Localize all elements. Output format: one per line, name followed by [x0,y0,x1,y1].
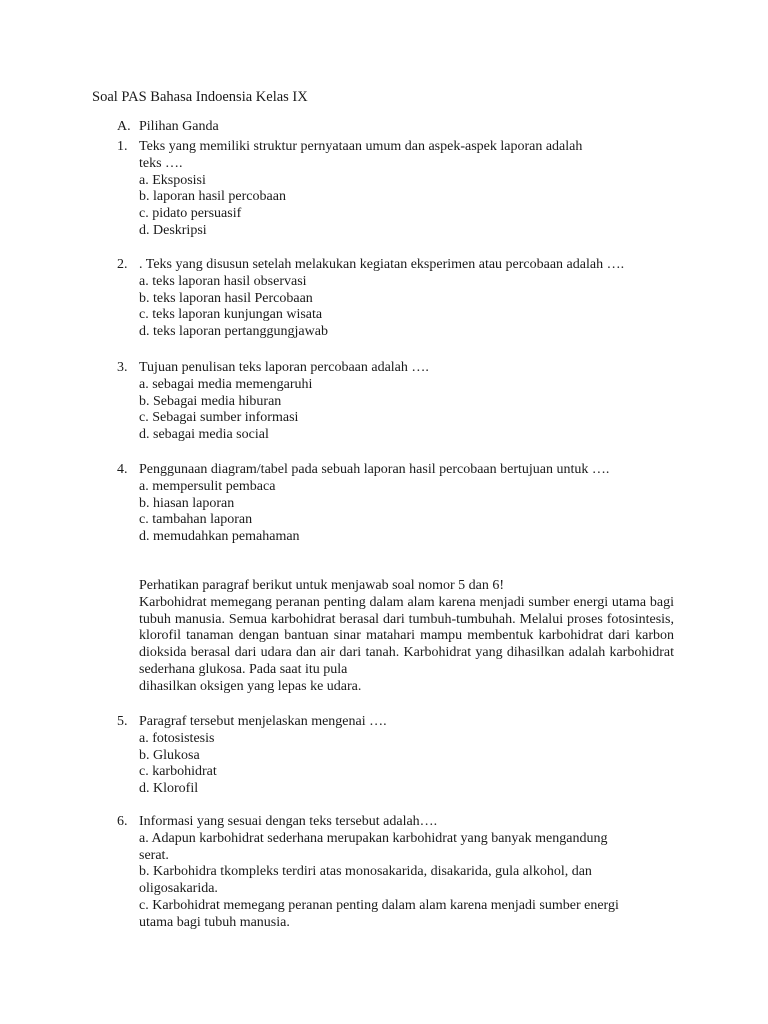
question-stem: Teks yang memiliki struktur pernyataan umum dan aspek-aspek laporan adalah [139,139,583,154]
option-c: c. tambahan laporan [139,512,253,528]
option-b: b. hiasan laporan [139,495,235,511]
document-title: Soal PAS Bahasa Indoensia Kelas IX [92,89,308,105]
question-6 [117,814,677,932]
section-letter: A. [117,119,131,134]
question-stem: . Teks yang disusun setelah melakukan kegiatan eksperimen atau percobaan adalah …. [139,257,625,272]
option-a: a. teks laporan hasil observasi [139,273,307,289]
option-a: a. mempersulit pembaca [139,478,276,494]
option-b: b. Karbohidra tkompleks terdiri atas monosakarida, disakarida, gula alkohol, dan [139,864,592,880]
question-stem: Paragraf tersebut menjelaskan mengenai …. [139,714,387,729]
question-stem: Penggunaan diagram/tabel pada sebuah laporan hasil percobaan bertujuan untuk …. [139,462,610,477]
question-number: 3. [117,360,128,375]
option-a: a. fotosistesis [139,730,215,746]
option-d: d. Klorofil [139,781,199,797]
option-c: c. teks laporan kunjungan wisata [139,307,323,323]
option-c: c. pidato persuasif [139,206,242,222]
option-b-continued: oligosakarida. [139,881,218,897]
option-b: b. Glukosa [139,747,200,763]
question-4 [117,462,677,546]
option-b: b. laporan hasil percobaan [139,189,286,205]
reading-passage [139,578,674,696]
option-c: c. Sebagai sumber informasi [139,410,299,426]
option-a: a. Eksposisi [139,172,206,188]
passage-paragraph: Karbohidrat memegang peranan penting dalam alam karena menjadi sumber energi utama bagi tubuh manusia. Semua karbohidrat berasal dari tumbuh-tumbuhah. Melalui proses fotosintesis, klorofil tanaman dengan bantuan sinar matahari mampu membentuk karbohidrat dari karbon dioksida berasal dari udara dan air dari tanah. Karbohidrat yang dihasilkan adalah karbohidrat sederhana glukosa. Pada saat itu pula [139,594,674,677]
question-number: 1. [117,139,128,154]
question-3 [117,360,677,444]
option-c: c. Karbohidrat memegang peranan penting dalam alam karena menjadi sumber energi [139,897,619,913]
option-d: d. teks laporan pertanggungjawab [139,324,328,340]
question-2 [117,257,677,341]
question-stem: Tujuan penulisan teks laporan percobaan adalah …. [139,360,429,375]
question-number: 5. [117,714,128,729]
option-c: c. karbohidrat [139,764,217,780]
option-d: d. Deskripsi [139,222,207,238]
option-b: b. teks laporan hasil Percobaan [139,290,313,306]
option-d: d. sebagai media social [139,427,269,443]
question-stem: teks …. [139,155,183,171]
option-b: b. Sebagai media hiburan [139,393,282,409]
passage-last-line: dihasilkan oksigen yang lepas ke udara. [139,678,362,694]
option-a: a. sebagai media memengaruhi [139,376,313,392]
section-label: Pilihan Ganda [139,119,219,134]
section-heading [117,119,219,136]
question-stem: Informasi yang sesuai dengan teks tersebut adalah…. [139,814,438,829]
passage-intro: Perhatikan paragraf berikut untuk menjawab soal nomor 5 dan 6! [139,578,505,593]
option-d: d. memudahkan pemahaman [139,529,300,545]
question-number: 4. [117,462,128,477]
option-a-continued: serat. [139,847,169,863]
question-number: 2. [117,257,128,272]
option-c-continued: utama bagi tubuh manusia. [139,914,290,930]
question-1 [117,139,677,240]
question-number: 6. [117,814,128,829]
option-a: a. Adapun karbohidrat sederhana merupakan karbohidrat yang banyak mengandung [139,830,608,846]
question-5 [117,714,677,798]
